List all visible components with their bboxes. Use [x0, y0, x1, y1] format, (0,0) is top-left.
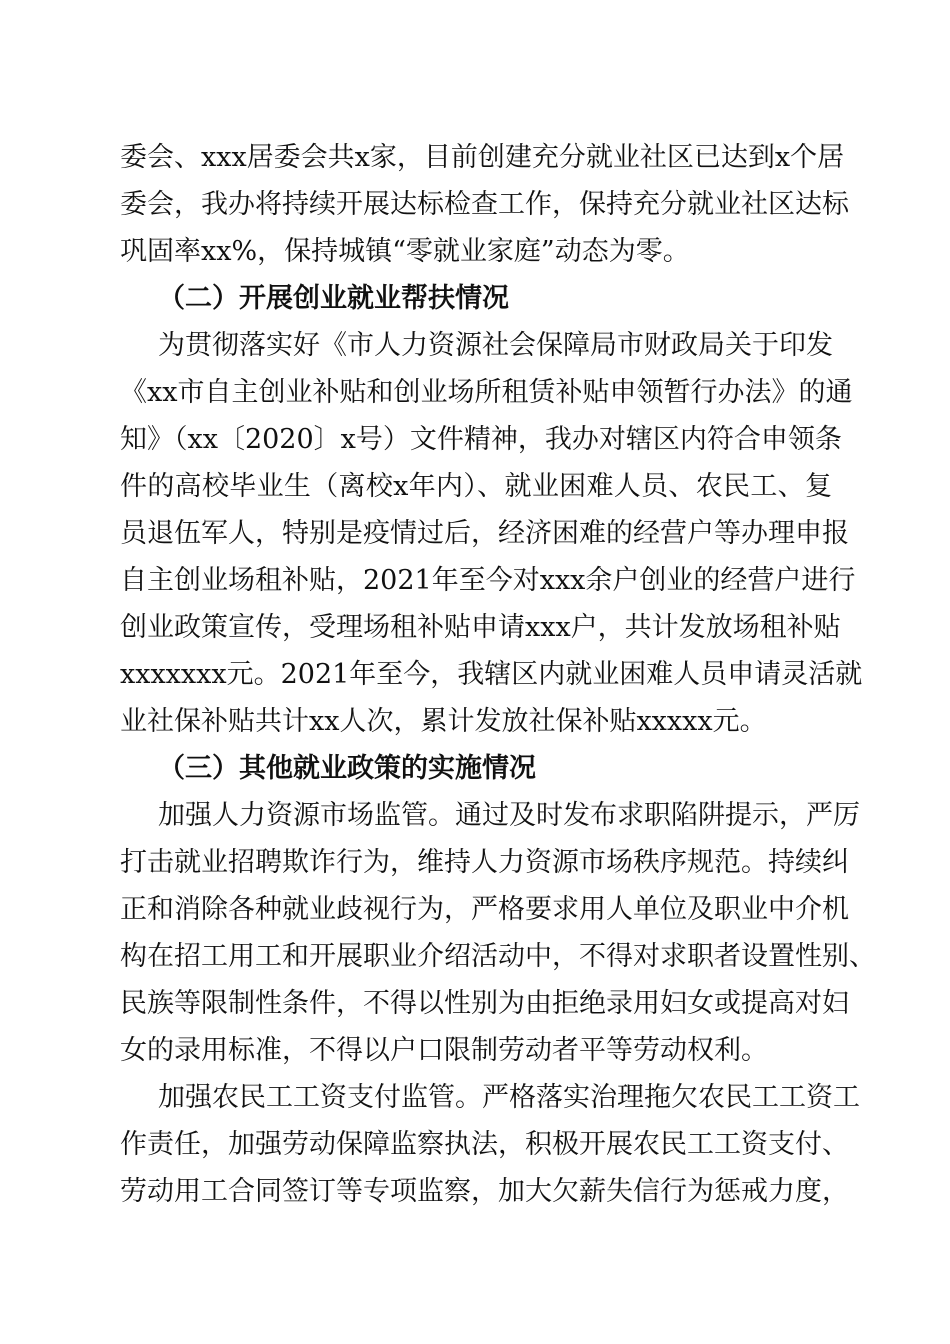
section-heading-3: （三）其他就业政策的实施情况 — [158, 753, 536, 784]
body-line: 业社保补贴共计xx人次，累计发放社保补贴xxxxx元。 — [120, 706, 767, 737]
body-line: 劳动用工合同签订等专项监察，加大欠薪失信行为惩戒力度， — [120, 1176, 849, 1207]
paragraph-first-line: 为贯彻落实好《市人力资源社会保障局市财政局关于印发 — [158, 330, 833, 361]
body-line: 巩固率xx%，保持城镇“零就业家庭”动态为零。 — [120, 236, 690, 267]
paragraph-first-line: 加强农民工工资支付监管。严格落实治理拖欠农民工工资工 — [158, 1082, 860, 1113]
body-line: 自主创业场租补贴，2021年至今对xxx余户创业的经营户进行 — [120, 565, 856, 596]
body-line: 创业政策宣传，受理场租补贴申请xxx户，共计发放场租补贴 — [120, 612, 841, 643]
body-line: xxxxxxx元。2021年至今，我辖区内就业困难人员申请灵活就 — [120, 659, 863, 690]
body-line: 构在招工用工和开展职业介绍活动中，不得对求职者设置性别、 — [120, 941, 876, 972]
body-line: 女的录用标准，不得以户口限制劳动者平等劳动权利。 — [120, 1035, 768, 1066]
body-line: 打击就业招聘欺诈行为，维持人力资源市场秩序规范。持续纠 — [120, 847, 849, 878]
body-line: 委会，我办将持续开展达标检查工作，保持充分就业社区达标 — [120, 189, 849, 220]
body-line: 正和消除各种就业歧视行为，严格要求用人单位及职业中介机 — [120, 894, 849, 925]
body-line: 作责任，加强劳动保障监察执法，积极开展农民工工资支付、 — [120, 1129, 849, 1160]
body-line: 委会、xxx居委会共x家，目前创建充分就业社区已达到x个居 — [120, 142, 845, 173]
body-line: 民族等限制性条件，不得以性别为由拒绝录用妇女或提高对妇 — [120, 988, 849, 1019]
body-line: 《xx市自主创业补贴和创业场所租赁补贴申领暂行办法》的通 — [120, 377, 853, 408]
paragraph-first-line: 加强人力资源市场监管。通过及时发布求职陷阱提示，严厉 — [158, 800, 860, 831]
body-line: 员退伍军人，特别是疫情过后，经济困难的经营户等办理申报 — [120, 518, 849, 549]
body-line: 知》（xx〔2020〕x号）文件精神，我办对辖区内符合申领条 — [120, 424, 842, 455]
body-line: 件的高校毕业生（离校x年内）、就业困难人员、农民工、复 — [120, 471, 832, 502]
section-heading-2: （二）开展创业就业帮扶情况 — [158, 283, 509, 314]
